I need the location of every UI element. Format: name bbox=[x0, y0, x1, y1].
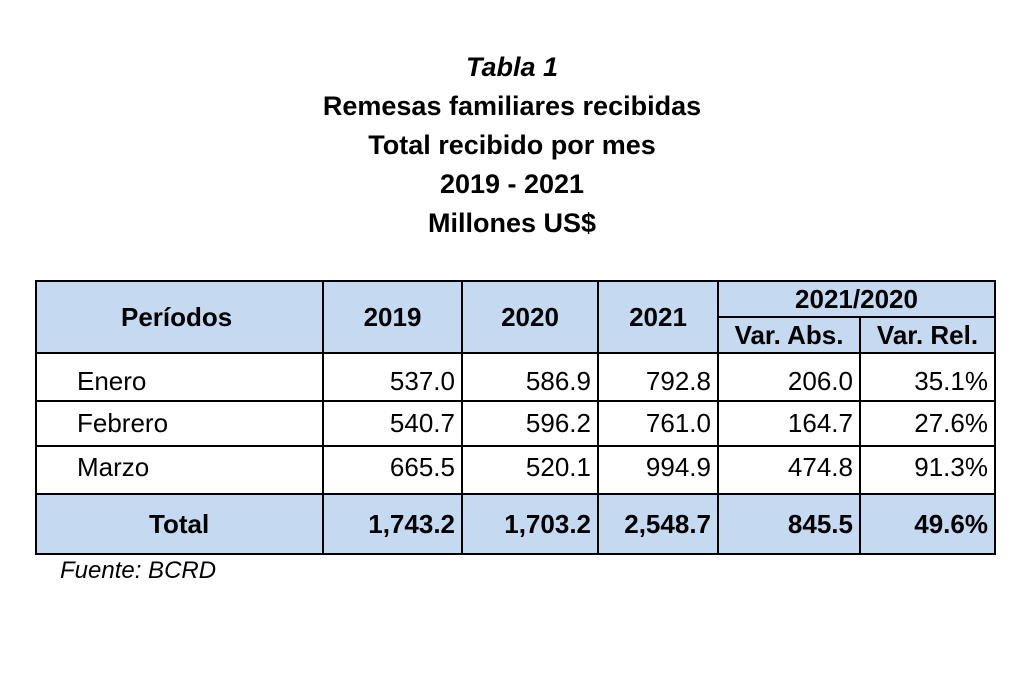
total-var-rel: 49.6% bbox=[860, 494, 995, 554]
table-row bbox=[36, 446, 995, 494]
remittances-table bbox=[35, 280, 996, 555]
cell-2021: 761.0 bbox=[598, 401, 718, 446]
cell-var-abs: 474.8 bbox=[718, 446, 860, 494]
table-units: Millones US$ bbox=[427, 208, 597, 238]
total-2020: 1,703.2 bbox=[462, 494, 598, 554]
cell-2019: 665.5 bbox=[323, 446, 462, 494]
header-group-2021-2020: 2021/2020 bbox=[718, 281, 995, 317]
total-2019: 1,743.2 bbox=[323, 494, 462, 554]
total-label: Total bbox=[36, 494, 323, 554]
cell-var-rel: 27.6% bbox=[860, 401, 995, 446]
cell-2020: 586.9 bbox=[462, 353, 598, 401]
header-2021: 2021 bbox=[598, 281, 718, 353]
cell-var-abs: 206.0 bbox=[718, 353, 860, 401]
cell-2020: 520.1 bbox=[462, 446, 598, 494]
row-label: Marzo bbox=[36, 446, 323, 494]
table-subtitle: Total recibido por mes bbox=[368, 130, 656, 160]
total-var-abs: 845.5 bbox=[718, 494, 860, 554]
header-periodos: Períodos bbox=[36, 281, 323, 353]
cell-2019: 537.0 bbox=[323, 353, 462, 401]
cell-2020: 596.2 bbox=[462, 401, 598, 446]
table-row bbox=[36, 401, 995, 446]
header-2019: 2019 bbox=[323, 281, 462, 353]
table-number: Tabla 1 bbox=[465, 52, 559, 82]
row-label: Enero bbox=[36, 353, 323, 401]
cell-var-rel: 35.1% bbox=[860, 353, 995, 401]
cell-2021: 994.9 bbox=[598, 446, 718, 494]
table-title-block bbox=[0, 48, 1024, 243]
header-var-abs: Var. Abs. bbox=[718, 317, 860, 353]
cell-var-abs: 164.7 bbox=[718, 401, 860, 446]
header-var-rel: Var. Rel. bbox=[860, 317, 995, 353]
total-2021: 2,548.7 bbox=[598, 494, 718, 554]
table-period: 2019 - 2021 bbox=[439, 169, 585, 199]
row-label: Febrero bbox=[36, 401, 323, 446]
cell-var-rel: 91.3% bbox=[860, 446, 995, 494]
source-note: Fuente: BCRD bbox=[60, 557, 217, 584]
table-title: Remesas familiares recibidas bbox=[322, 91, 702, 121]
header-row-top bbox=[36, 281, 995, 317]
cell-2021: 792.8 bbox=[598, 353, 718, 401]
header-2020: 2020 bbox=[462, 281, 598, 353]
total-row bbox=[36, 494, 995, 554]
table-row bbox=[36, 353, 995, 401]
cell-2019: 540.7 bbox=[323, 401, 462, 446]
